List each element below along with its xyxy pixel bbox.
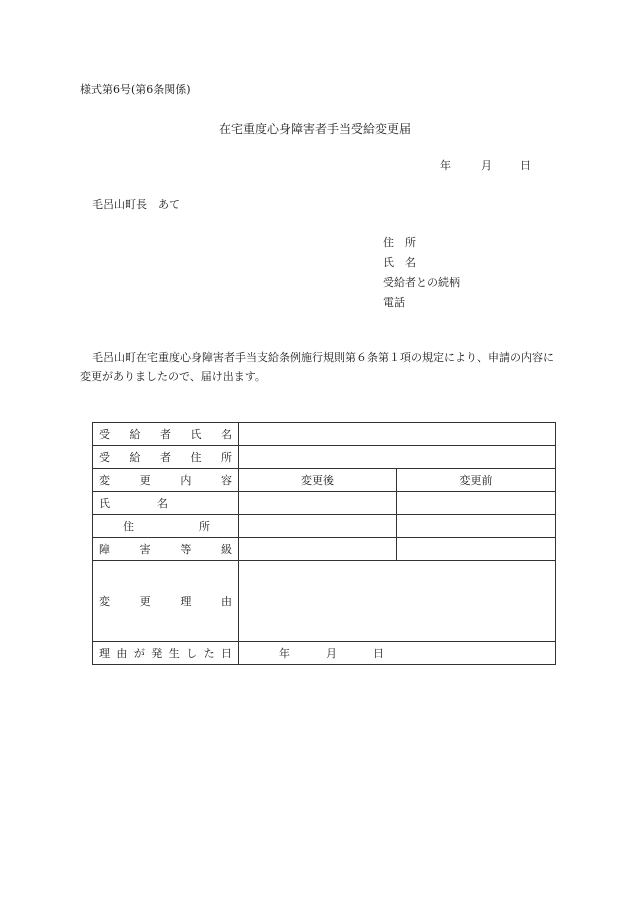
table-row xyxy=(93,561,556,642)
table-row xyxy=(93,538,556,561)
date-day-label: 日 xyxy=(520,159,531,172)
applicant-address-label: 住 所 xyxy=(383,236,416,249)
disability-grade-before-field[interactable] xyxy=(397,538,556,561)
name-before-field[interactable] xyxy=(397,492,556,515)
table-row xyxy=(93,642,556,665)
address-row-label: 住所 xyxy=(93,515,239,538)
name-row-label: 氏名 xyxy=(93,492,239,515)
form-number: 様式第6号(第6条関係) xyxy=(80,83,191,96)
reason-date-label: 理由が発生した日 xyxy=(93,642,239,665)
applicant-phone-label: 電話 xyxy=(383,296,405,309)
table-row xyxy=(93,469,556,492)
reason-date-field[interactable] xyxy=(239,642,556,665)
date-month-label: 月 xyxy=(481,159,492,172)
recipient-name-label: 受給者氏名 xyxy=(93,423,239,446)
disability-grade-label: 障害等級 xyxy=(93,538,239,561)
applicant-name-label: 氏 名 xyxy=(383,256,416,269)
address-after-field[interactable] xyxy=(239,515,397,538)
recipient-address-field[interactable] xyxy=(239,446,556,469)
reason-date-year: 年 xyxy=(279,647,290,660)
reason-date-month: 月 xyxy=(326,647,337,660)
recipient-name-field[interactable] xyxy=(239,423,556,446)
addressee: 毛呂山町長 あて xyxy=(92,198,180,211)
table-row xyxy=(93,446,556,469)
change-reason-field[interactable] xyxy=(239,561,556,642)
table-row xyxy=(93,423,556,446)
applicant-block xyxy=(383,236,460,316)
date-year-label: 年 xyxy=(440,159,451,172)
change-table xyxy=(92,422,556,665)
submission-date xyxy=(440,159,531,173)
before-change-header: 変更前 xyxy=(397,469,556,492)
after-change-header: 変更後 xyxy=(239,469,397,492)
recipient-address-label: 受給者住所 xyxy=(93,446,239,469)
document-title: 在宅重度心身障害者手当受給変更届 xyxy=(218,122,411,136)
body-paragraph: 毛呂山町在宅重度心身障害者手当支給条例施行規則第６条第１項の規定により、申請の内容に変更がありましたので、届け出ます。 xyxy=(80,351,554,383)
disability-grade-after-field[interactable] xyxy=(239,538,397,561)
table-row xyxy=(93,492,556,515)
applicant-relation-label: 受給者との続柄 xyxy=(383,276,460,289)
address-before-field[interactable] xyxy=(397,515,556,538)
table-row xyxy=(93,515,556,538)
change-content-label: 変更内容 xyxy=(93,469,239,492)
reason-date-day: 日 xyxy=(373,647,384,660)
change-reason-label: 変更理由 xyxy=(93,561,239,642)
name-after-field[interactable] xyxy=(239,492,397,515)
